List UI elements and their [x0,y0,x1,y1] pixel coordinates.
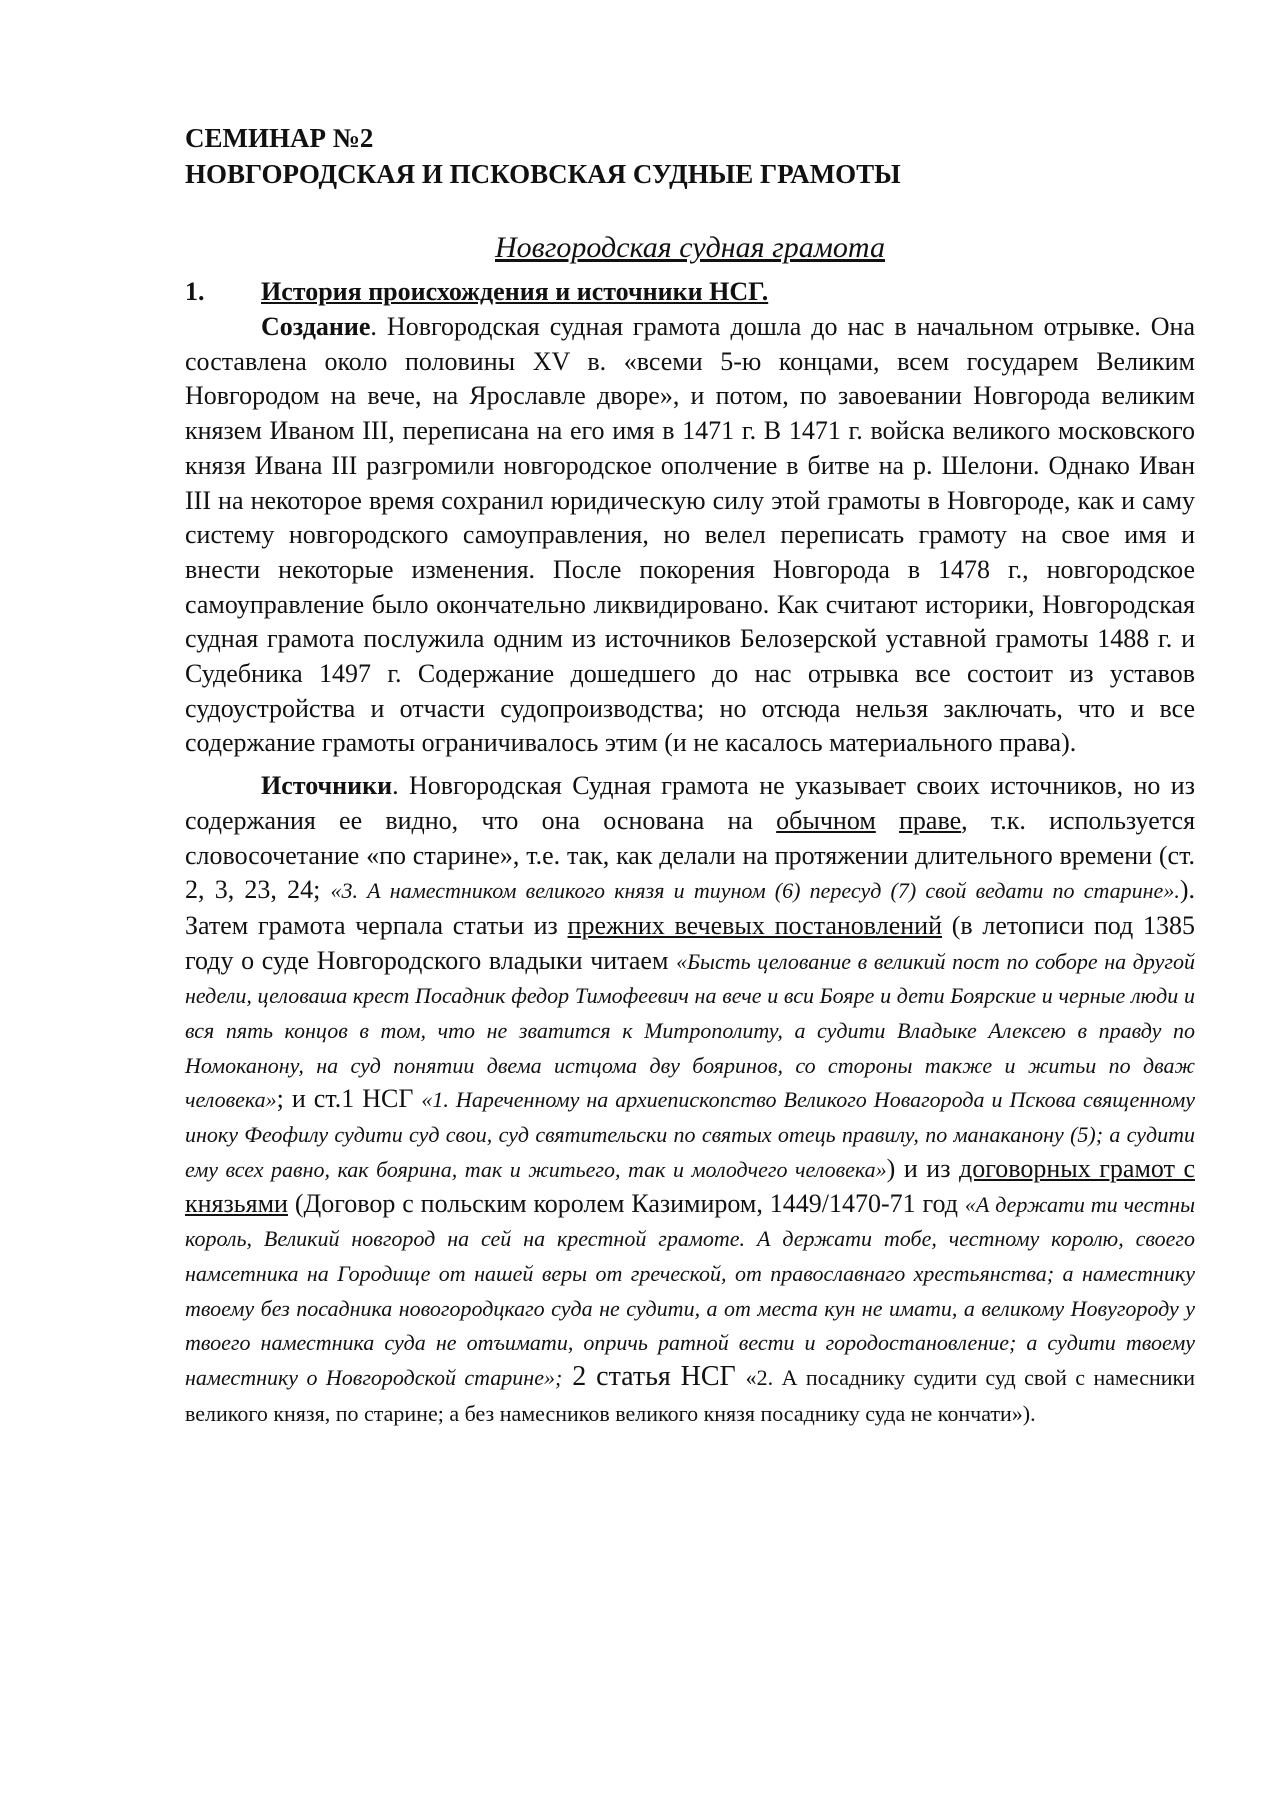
heading-number: 1. [185,277,205,306]
sources-text-7: ) и из [886,1153,960,1183]
document-page [185,120,1195,1432]
paragraph-sources [185,769,1195,1431]
quote-chronicle-1385: «Бысть целование в великий пост по соборе на другой недели, целоваша крест Посадник федор Тимофеевич на вече и вси Бояре и дети Боярские и черные люди и вся пять концов в том, что не зватится к Митрополиту, а судити Владыке Алексею в правду по Номоканону, на суд понятии двема истцома дву бояринов, со стороны также и житьи по дваж человека» [185,948,1195,1113]
heading-text: История происхождения и источники НСГ. [261,277,769,306]
sources-text-8: (Договор с польским королем Казимиром, 1449/1470-71 год [287,1188,965,1218]
sources-text-3: , т.к. используется словосочетание «по старине», т.е. так, как делали на протяжении длительного времени (ст. 2, 3, 23, 24; [185,805,1196,905]
quote-casimir-treaty: «А держати ти честны король, Великий новгород на сей на крестной грамоте. А держати тобе, честному королю, своего намсетника на Городище от нашей веры от греческой, от православнаго хрестьянства; а наместнику твоему без посадника новогородцкаго суда не судити, а от места кун не имати, а великому Новугороду у твоего наместника суда не отъимати, опричь ратной вести и городостановление; а судити твоему наместнику о Новгородской старине»; [185,1191,1195,1391]
sources-space [876,806,899,835]
section-title-text: Новгородская судная грамота [495,231,885,264]
underlined-customary: обычном [776,805,876,835]
underlined-law: праве [899,805,962,835]
seminar-number: СЕМИНАР №2 [185,123,374,153]
creation-text: . Новгородская судная грамота дошла до нас в начальном отрывке. Она составлена около половины XV в. «всеми 5-ю концами, всем государем Великим Новгородом на вече, на Ярославле дворе», и потом, по завоевании Новгорода великим князем Иваном III, переписана на его имя в 1471 г. В 1471 г. войска великого московского князя Ивана III разгромили новгородское ополчение в битве на р. Шелони. Однако Иван III на некоторое время сохранил юридическую силу этой грамоты в Новгороде, как и саму систему новгородского самоуправления, но велел переписать грамоту на свое имя и внести некоторые изменения. После покорения Новгорода в 1478 г., новгородское самоуправление было окончательно ликвидировано. Как считают историки, Новгородская судная грамота послужила одним из источников Белозерской уставной грамоты 1488 г. и Судебника 1497 г. Содержание дошедшего до нас отрывка все состоит из уставов судоустройства и отчасти судопроизводства; но отсюда нельзя заключать, что и все содержание грамоты ограничивалось этим (и не касалось материального права). [185,312,1195,758]
sources-lead: Источники [261,771,393,801]
seminar-topic: НОВГОРОДСКАЯ И ПСКОВСКАЯ СУДНЫЕ ГРАМОТЫ [185,159,901,189]
sources-text-9: 2 статья НСГ [562,1361,746,1393]
underlined-veche-decisions: прежних вечевых постановлений [567,910,942,940]
sources-text-6: ; и ст.1 НСГ [276,1084,422,1114]
paragraph-creation [185,310,1195,761]
section-title [185,230,1195,266]
quote-article-1: «1. Нареченному на архиепископство Великого Новагорода и Пскова священному иноку Феофилу судити суд свои, суд святительски по святых отець правилу, по манаканону (5); а судити ему всех равно, как боярина, так и житьего, так и молодчего человека» [185,1087,1196,1182]
underlined-treaty-charters: договорных грамот с князьями [185,1153,1196,1218]
quote-article-3: «3. А наместником великого князя и тиуном (6) пересуд (7) свой ведати по старине». [330,878,1180,904]
sources-text-1: . Новгородская Судная грамота не указывает своих источников, но из содержания ее видно, что она основана на [185,771,1195,835]
quote-article-2: «2. А посаднику судити суд свой с намесники великого князя, по старине; а без намесников великого князя посаднику суда не кончати»). [185,1365,1195,1426]
sources-text-5: (в летописи под 1385 году о суде Новгородского владыки читаем [185,910,1195,975]
sources-text-4: ). Затем грамота черпала статьи из [185,875,1195,940]
document-title [185,120,1195,192]
numbered-heading [185,274,1195,310]
creation-lead: Создание [261,312,371,341]
